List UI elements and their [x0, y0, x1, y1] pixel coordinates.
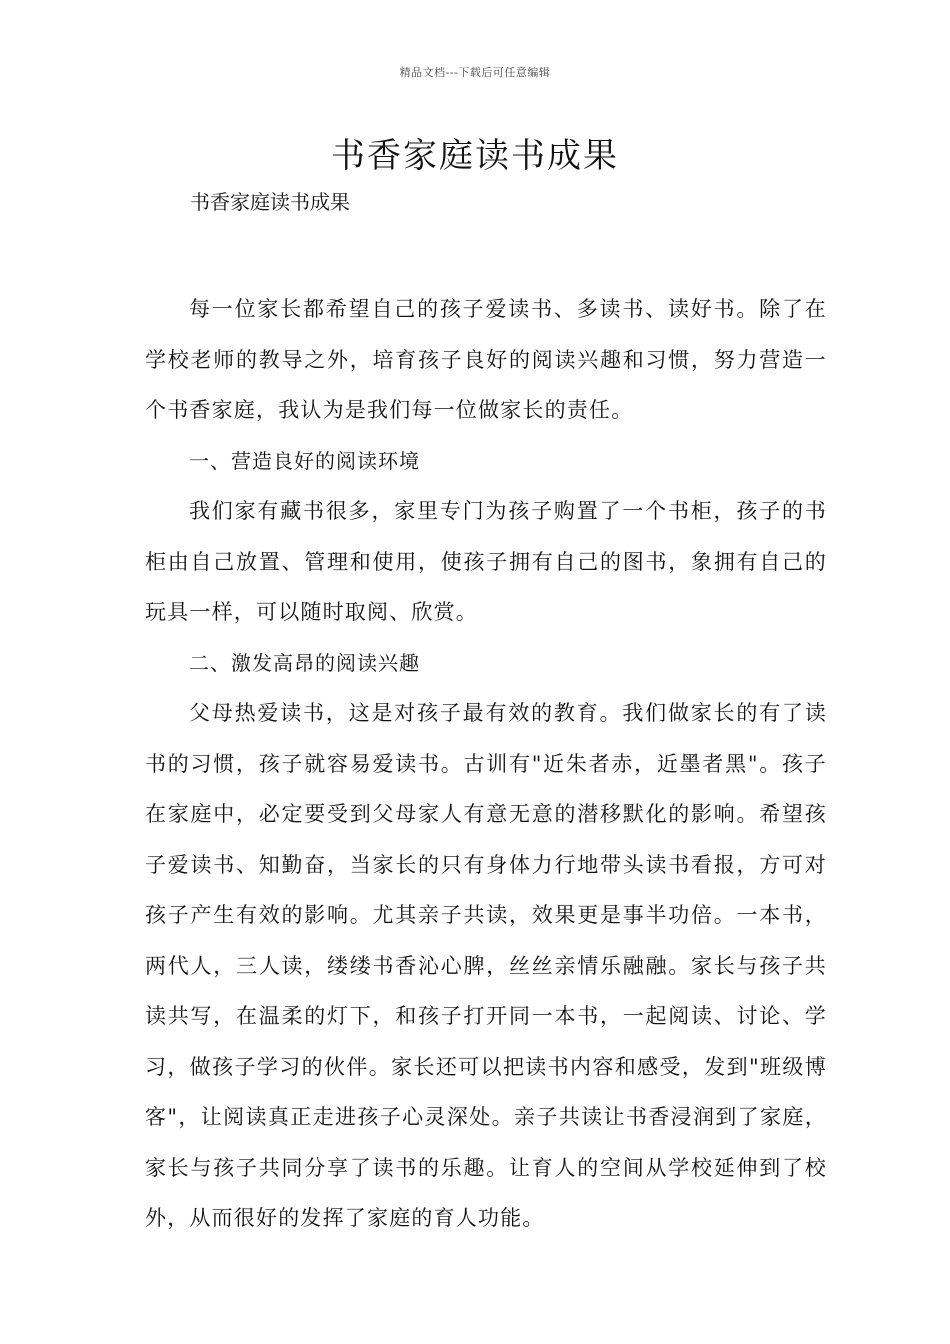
document-title: 书香家庭读书成果 [331, 136, 619, 176]
document-body [145, 284, 827, 1244]
environment-paragraph: 我们家有藏书很多，家里专门为孩子购置了一个书柜，孩子的书柜由自己放置、管理和使用，使孩子拥有自己的图书，象拥有自己的玩具一样，可以随时取阅、欣赏。 [145, 499, 827, 624]
section-heading-environment: 一、营造良好的阅读环境 [189, 448, 420, 473]
document-subtitle: 书香家庭读书成果 [190, 190, 350, 214]
header-note: 精品文档---下载后可任意编辑 [399, 66, 551, 79]
section-heading-interest: 二、激发高昂的阅读兴趣 [189, 650, 420, 675]
interest-paragraph: 父母热爱读书，这是对孩子最有效的教育。我们做家长的有了读书的习惯，孩子就容易爱读书。古训有"近朱者赤，近墨者黑"。孩子在家庭中，必定要受到父母家人有意无意的潜移默化的影响。希望孩子爱读书、知勤奋，当家长的只有身体力行地带头读书看报，方可对孩子产生有效的影响。尤其亲子共读，效果更是事半功倍。一本书，两代人，三人读，缕缕书香沁心脾，丝丝亲情乐融融。家长与孩子共读共写，在温柔的灯下，和孩子打开同一本书，一起阅读、讨论、学习，做孩子学习的伙伴。家长还可以把读书内容和感受，发到"班级博客"，让阅读真正走进孩子心灵深处。亲子共读让书香浸润到了家庭，家长与孩子共同分享了读书的乐趣。让育人的空间从学校延伸到了校外，从而很好的发挥了家庭的育人功能。 [145, 701, 827, 1230]
intro-paragraph: 每一位家长都希望自己的孩子爱读书、多读书、读好书。除了在学校老师的教导之外，培育孩子良好的阅读兴趣和习惯，努力营造一个书香家庭，我认为是我们每一位做家长的责任。 [145, 297, 827, 422]
